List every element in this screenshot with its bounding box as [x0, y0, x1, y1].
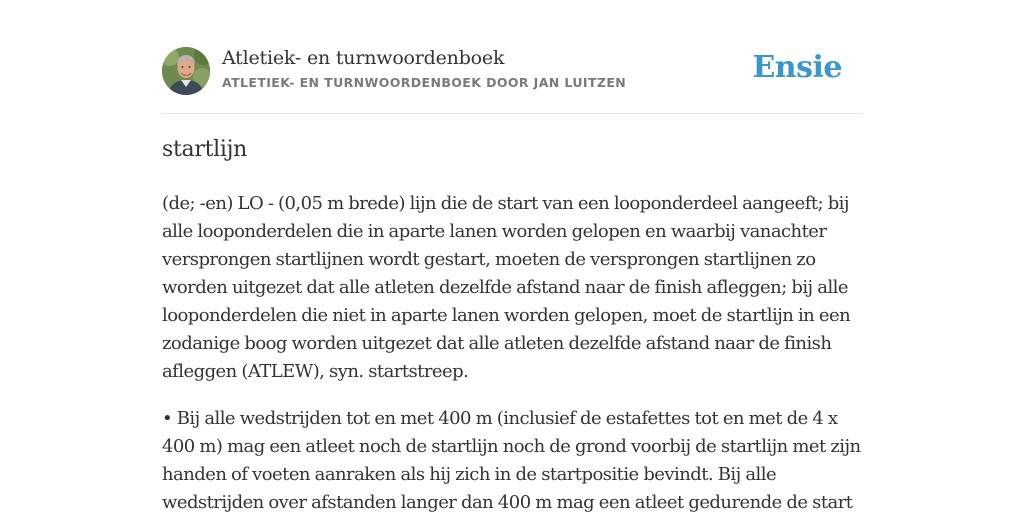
- definition-paragraph: (de; -en) LO - (0,05 m brede) lijn die de start van een looponderdeel aangeeft; bij alle looponderdelen die in aparte lanen worden gelopen en waarbij vanachter versprongen startlijnen wordt gestart, moeten de versprongen startlijnen zo worden uitgezet dat alle atleten dezelfde afstand naar de finish afleggen; bij alle looponderdelen die niet in aparte lanen worden gelopen, moet de startlijn in een zodanige boog worden uitgezet dat alle atleten dezelfde afstand naar de finish afleggen (ATLEW), syn. startstreep.: [162, 193, 851, 382]
- ensie-logo-link[interactable]: Ensie: [752, 50, 842, 85]
- dictionary-title[interactable]: Atletiek- en turnwoordenboek: [222, 47, 505, 69]
- author-portrait-icon: [162, 47, 210, 95]
- author-avatar[interactable]: [162, 47, 210, 95]
- page-container: [162, 0, 862, 512]
- header-divider: [162, 113, 862, 114]
- dictionary-subtitle: ATLETIEK- EN TURNWOORDENBOEK DOOR JAN LUITZEN: [222, 75, 627, 90]
- definition-paragraph: • Bij alle wedstrijden tot en met 400 m (inclusief de estafettes tot en met de 4 x 400 m) mag een atleet noch de startlijn noch de grond voorbij de startlijn met zijn handen of voeten aanraken als hij zich in de startpositie bevindt. Bij alle wedstrijden over afstanden langer dan 400 m mag een atleet gedurende de start: [162, 408, 861, 512]
- dictionary-header: [162, 46, 862, 96]
- entry-term: startlijn: [162, 137, 247, 162]
